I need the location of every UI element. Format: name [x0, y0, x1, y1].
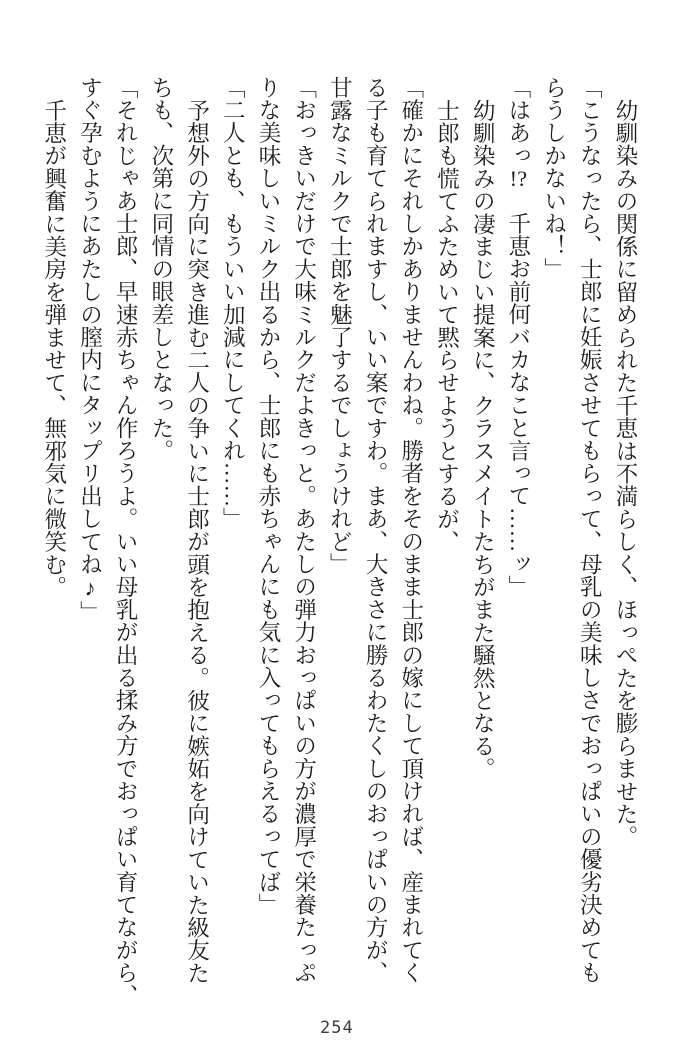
text-line-2: 「こうなったら、士郎に妊娠させてもらって、母乳の美味しさでおっぱいの優劣決めても	[577, 76, 603, 984]
text-line-3: らうしかないね！」	[541, 76, 567, 281]
text-line-11: りな美味しいミルク出るから、士郎にも赤ちゃんにも気に入ってもらえるってば」	[255, 76, 281, 916]
text-line-5: 幼馴染みの凄まじい提案に、クラスメイトたちがまた騒然となる。	[470, 98, 496, 780]
text-line-10: 「おっきいだけで大味ミルクだよきっと。あたしの弾力おっぱいの方が濃厚で栄養たっぷ	[291, 76, 317, 984]
text-line-17: 千恵が興奮に美房を弾ませて、無邪気に微笑む。	[41, 98, 67, 598]
text-line-12: 「二人とも、もういい加減にしてくれ……」	[220, 76, 246, 530]
text-line-7: 「確かにそれしかありませんわね。勝者をそのまま士郎の嫁にして頂ければ、産まれてく	[398, 76, 424, 984]
text-line-4: 「はあっ!? 千恵お前何バカなこと言って……ッ」	[505, 76, 531, 598]
text-line-9: 甘露なミルクで士郎を魅了するでしょうけれど」	[327, 76, 353, 576]
text-block	[36, 76, 643, 1008]
text-line-1: 幼馴染みの関係に留められた千恵は不満らしく、ほっぺたを膨らませた。	[613, 98, 638, 848]
text-line-14: ちも、次第に同情の眼差しとなった。	[148, 76, 174, 462]
text-line-15: 「それじゃあ士郎、早速赤ちゃん作ろうよ。いい母乳が出る揉み方でおっぱい育てながら、	[113, 76, 139, 1007]
text-line-16: すぐ孕むようにあたしの膣内にタップリ出してね♪」	[77, 76, 103, 624]
page-number: 254	[320, 1018, 354, 1038]
exclamation-question-combined: !?	[509, 166, 528, 190]
text-line-13: 予想外の方向に突き進む二人の争いに士郎が頭を抱える。彼に嫉妬を向けていた級友た	[184, 98, 210, 984]
text-line-8: る子も育てられますし、いい案ですわ。まあ、大きさに勝るわたくしのおっぱいの方が、	[363, 76, 389, 984]
text-line-6: 士郎も慌てふためいて黙らせようとするが、	[434, 98, 460, 553]
